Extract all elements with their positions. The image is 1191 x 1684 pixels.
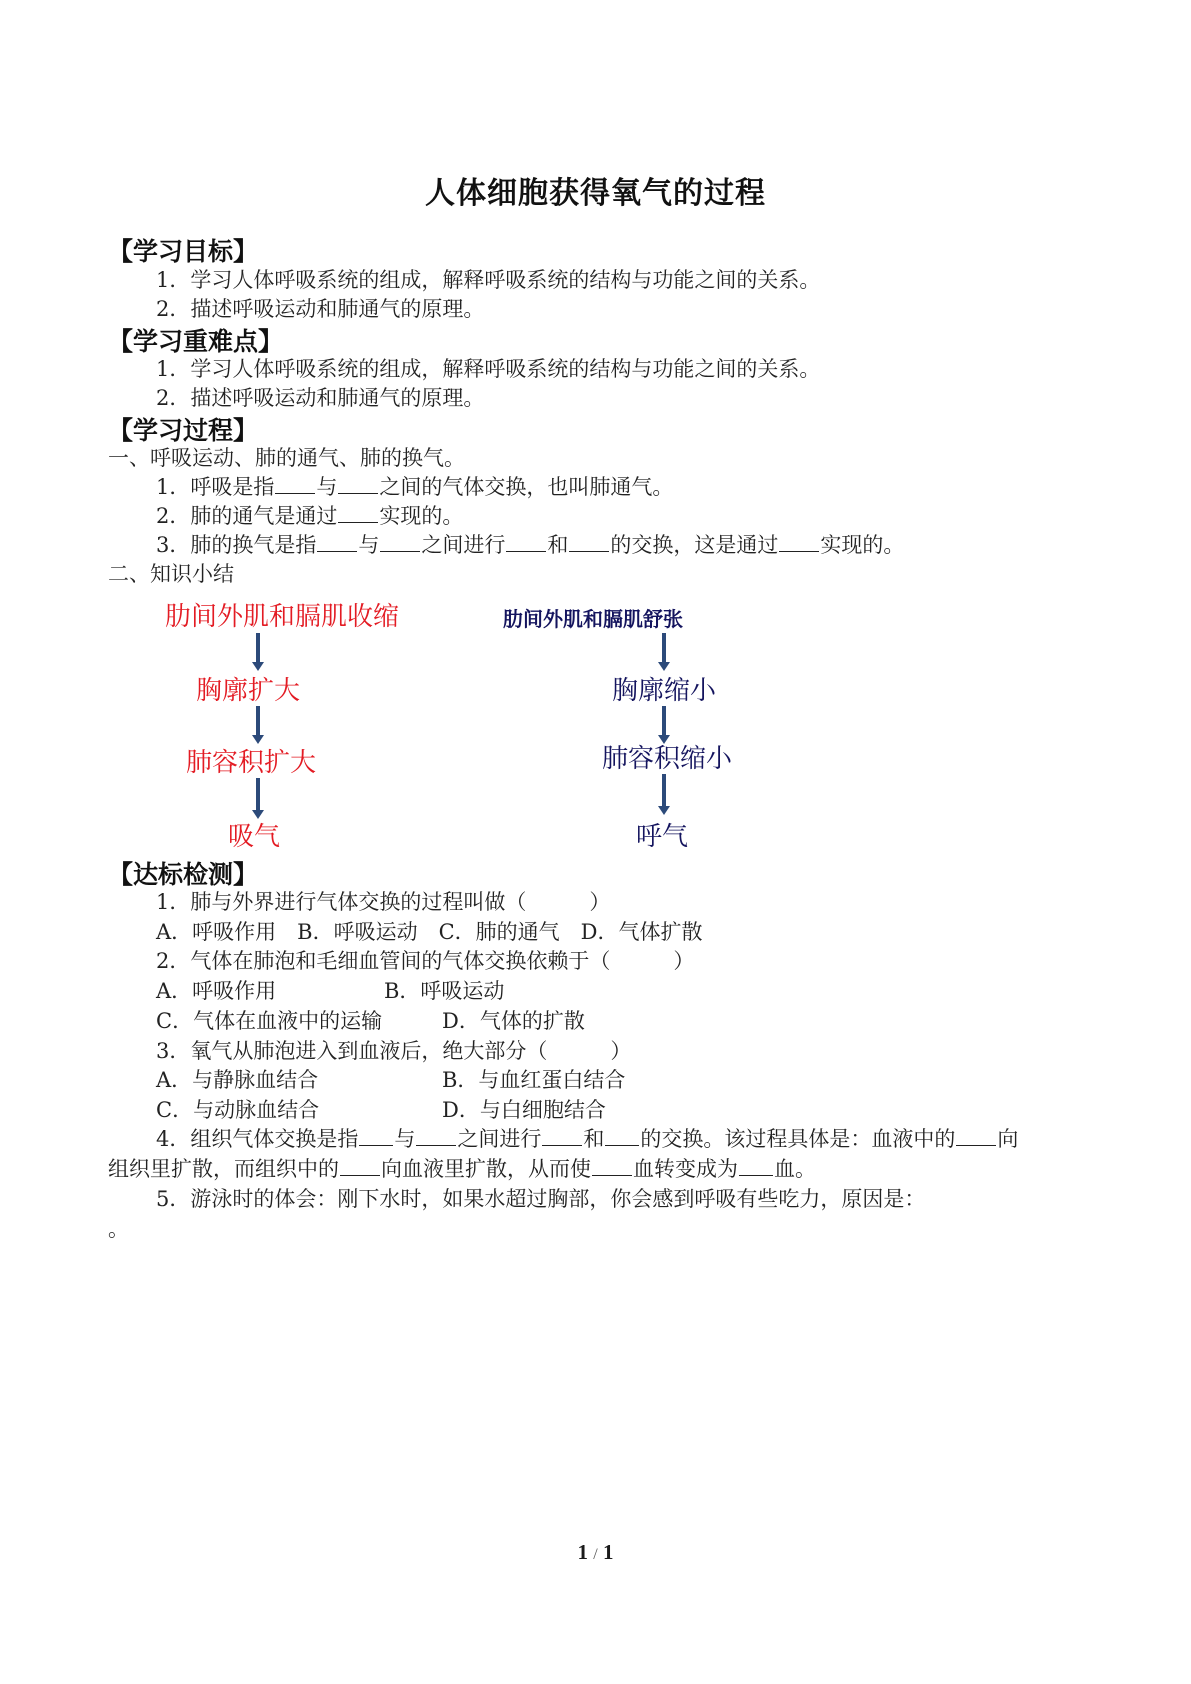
fill-blank[interactable] [542, 1125, 582, 1146]
fill-blank[interactable] [779, 531, 819, 552]
down-arrow-icon [662, 774, 666, 807]
page-title: 人体细胞获得氧气的过程 [425, 176, 766, 211]
fill-blank[interactable] [380, 531, 420, 552]
fill-blank[interactable] [275, 473, 315, 494]
objective-item: 2．描述呼吸运动和肺通气的原理。 [156, 297, 485, 321]
test-question-1: 1．肺与外界进行气体交换的过程叫做（ ） [156, 890, 611, 914]
option-d: D．与白细胞结合 [442, 1098, 606, 1122]
flow-left-step-1: 肋间外肌和膈肌收缩 [165, 602, 400, 632]
fill-blank[interactable] [340, 1155, 380, 1176]
option-d: D．气体的扩散 [442, 1009, 585, 1033]
fill-blank[interactable] [592, 1155, 632, 1176]
process-question-3: 3．肺的换气是指 与 之间进行 和 的交换，这是通过 实现的。 [156, 533, 905, 557]
flow-left-step-3: 肺容积扩大 [186, 748, 317, 778]
part1-title: 一、呼吸运动、肺的通气、肺的换气。 [108, 446, 465, 470]
fill-blank[interactable] [359, 1125, 393, 1146]
test-question-4-line-1: 4．组织气体交换是指 与 之间进行 和 的交换。该过程具体是：血液中的 向 [156, 1127, 1019, 1151]
down-arrow-icon [662, 706, 666, 736]
option-b: B．与血红蛋白结合 [442, 1068, 626, 1092]
flow-left-step-2: 胸廓扩大 [196, 676, 301, 706]
key-point-item: 2．描述呼吸运动和肺通气的原理。 [156, 386, 485, 410]
process-question-1: 1．呼吸是指 与 之间的气体交换，也叫肺通气。 [156, 475, 674, 499]
flow-right-step-4: 呼气 [636, 822, 689, 852]
flow-right-step-2: 胸廓缩小 [612, 676, 717, 706]
fill-blank[interactable] [506, 531, 546, 552]
test-question-2: 2．气体在肺泡和毛细血管间的气体交换依赖于（ ） [156, 949, 695, 973]
option-a: A．与静脉血结合 [156, 1068, 319, 1092]
test-question-5-end: 。 [108, 1217, 129, 1241]
section-heading-test: 【达标检测】 [108, 860, 259, 889]
flow-left-step-4: 吸气 [228, 822, 281, 852]
key-point-item: 1．学习人体呼吸系统的组成，解释呼吸系统的结构与功能之间的关系。 [156, 357, 821, 381]
fill-blank[interactable] [317, 531, 357, 552]
down-arrow-icon [256, 706, 260, 736]
fill-blank[interactable] [569, 531, 609, 552]
down-arrow-icon [256, 633, 260, 663]
down-arrow-icon [662, 633, 666, 663]
down-arrow-icon [256, 778, 260, 811]
fill-blank[interactable] [338, 473, 378, 494]
flow-right-step-3: 肺容积缩小 [602, 744, 733, 774]
section-heading-key-points: 【学习重难点】 [108, 327, 284, 356]
section-heading-objectives: 【学习目标】 [108, 237, 259, 266]
fill-blank[interactable] [416, 1125, 456, 1146]
test-question-4-line-2: 组织里扩散，而组织中的 向血液里扩散，从而使 血转变成为 血。 [108, 1157, 816, 1181]
flow-right-step-1: 肋间外肌和膈肌舒张 [503, 607, 683, 631]
option-c: C．气体在血液中的运输 [156, 1009, 383, 1033]
process-question-2: 2．肺的通气是通过 实现的。 [156, 504, 464, 528]
page-number: 1 / 1 [577, 1540, 614, 1564]
test-question-5: 5．游泳时的体会：刚下水时，如果水超过胸部，你会感到呼吸有些吃力，原因是： [156, 1187, 926, 1211]
option-a: A．呼吸作用 [156, 979, 277, 1003]
section-heading-process: 【学习过程】 [108, 416, 259, 445]
fill-blank[interactable] [605, 1125, 639, 1146]
part2-title: 二、知识小结 [108, 562, 234, 586]
option-b: B．呼吸运动 [384, 979, 505, 1003]
fill-blank[interactable] [956, 1125, 996, 1146]
fill-blank[interactable] [338, 502, 378, 523]
option-c: C．与动脉血结合 [156, 1098, 320, 1122]
test-question-1-options: A．呼吸作用 B．呼吸运动 C．肺的通气 D．气体扩散 [156, 920, 703, 944]
test-question-3: 3．氧气从肺泡进入到血液后，绝大部分（ ） [156, 1039, 632, 1063]
objective-item: 1．学习人体呼吸系统的组成，解释呼吸系统的结构与功能之间的关系。 [156, 268, 821, 292]
fill-blank[interactable] [739, 1155, 773, 1176]
